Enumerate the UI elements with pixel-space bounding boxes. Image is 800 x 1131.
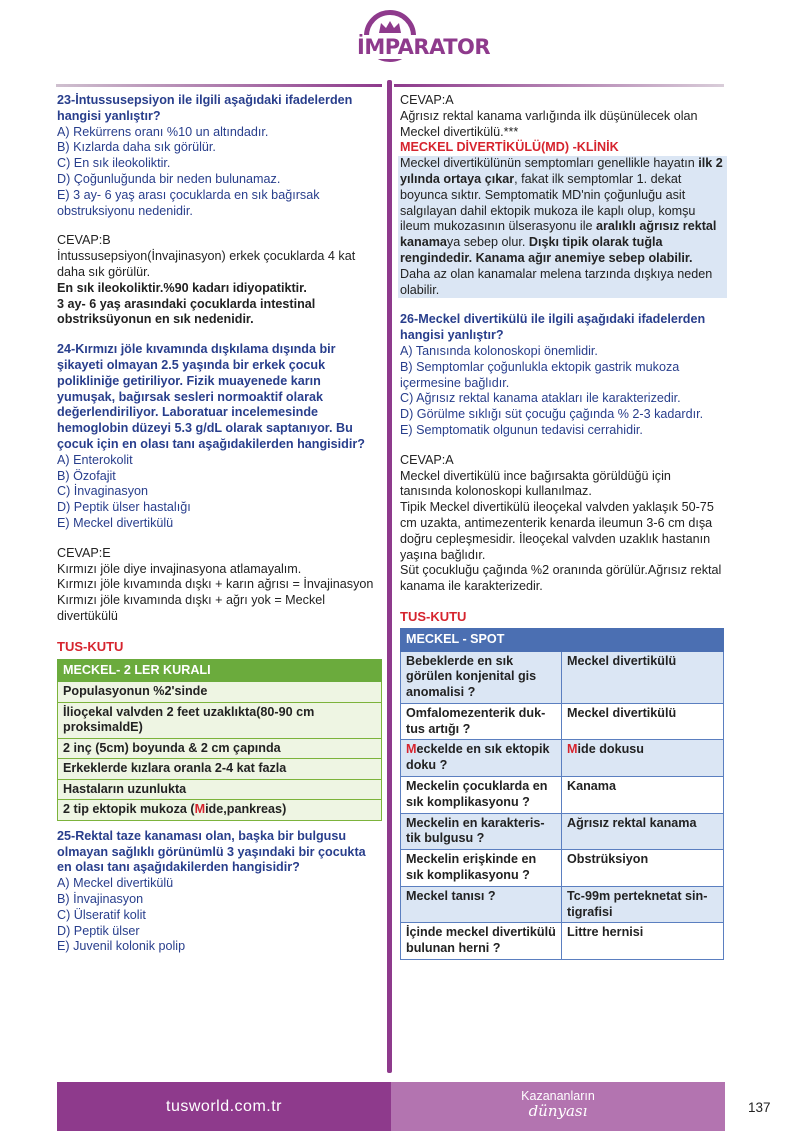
option: C) Ülseratif kolit [57,907,146,922]
table-row: 2 tip ektopik mukoza (Mide,pankreas) [58,800,382,821]
table-row: Meckelin çocuklarda en sık komplikasyonu ? Kanama [401,777,724,814]
option: B) Semptomlar çoğunlukla ektopik gastrik mukoza içermesine bağlıdır. [400,359,680,390]
option: B) Kızlarda daha sık görülür. [57,140,216,155]
question-25: 25-Rektal taze kanaması olan, başka bir bulgusu olmayan sağlıklı görünümlü 3 yaşındaki bir çocukta en olası tanı aşağıdakilerden hangisidir? [57,828,366,875]
option: D) Görülme sıklığı süt çocuğu çağında % 2-3 kadardır. [400,407,704,422]
clinic-box: Meckel divertikülünün semptomları genellikle hayatın ilk 2 yılında ortaya çıkar, fakat ilk semptomlar 1. dekat boyunca sıktır. Semptomatik MD'nin çoğunluğu asit salgılayan dahil ektopik mukoza ile kaplı olup, komşu ileum mukozasının ülserasyonu ile aralıklı ağrısız rektal kanamaya sebep olur. Dışkı tipik olarak tuğla rengindedir. Kanama ağır anemiye sebep olabilir. Daha az olan kanamalar melena tarzında dışkıya neden olabilir. [398,156,727,298]
header-rule-left [56,84,382,87]
explanation-bold: 3 ay- 6 yaş arasındaki çocuklarda intestinal obstriksüyonun en sık nedenidir. [57,296,316,327]
option: E) Meckel divertikülü [57,515,174,530]
logo-text: İMPARATOR [357,35,491,59]
meckel-spot-table [400,628,724,960]
table-row: Meckel tanısı ? Tc-99m perteknetat sin-tigrafisi [401,886,724,923]
option: E) 3 ay- 6 yaş arası çocuklarda en sık bağırsak obstruksiyonu nedenidir. [57,187,320,218]
table-row: Erkeklerde kızlara oranla 2-4 kat fazla [58,759,382,780]
explanation-bold: En sık ileokoliktir.%90 kadarı idiyopatiktir. [57,280,307,295]
column-divider [387,80,392,1073]
option: D) Peptik ülser hastalığı [57,500,191,515]
option: B) Özofajit [57,468,116,483]
question-26: 26-Meckel divertikülü ile ilgili aşağıdaki ifadelerden hangisi yanlıştır? [400,312,706,343]
explanation: Tipik Meckel divertikülü ileoçekal valvden yaklaşık 50-75 cm uzakta, antimezenterik kenarda ileumun 3-6 cm dışa doğru cepleşmesidir. İleoçekal valvden uzaklık hastanın yaşına bağlıdır. [400,500,714,562]
crown-icon [377,20,403,34]
option: E) Juvenil kolonik polip [57,939,186,954]
explanation: Kırmızı jöle kıvamında dışkı + ağrı yok = Meckel divertükülü [57,593,326,623]
option: C) İnvaginasyon [57,484,149,499]
table-row: Meckelin erişkinde en sık komplikasyonu ? Obstrüksiyon [401,850,724,887]
slogan-line-1: Kazananların [521,1089,595,1103]
option: B) İnvajinasyon [57,891,144,906]
explanation: İntussusepsiyon(İnvajinasyon) erkek çocuklarda 4 kat daha sık görülür. [57,249,356,279]
meckel-rule-table [57,659,382,821]
table-row: 2 inç (5cm) boyunda & 2 cm çapında [58,738,382,759]
left-column [57,93,377,955]
right-column [400,93,725,960]
header-rule-right [394,84,724,87]
option: D) Çoğunluğunda bir neden bulunamaz. [57,171,281,186]
option: E) Semptomatik olgunun tedavisi cerrahidir. [400,422,643,437]
table-row: İlioçekal valvden 2 feet uzaklıkta(80-90 cm proksimaldE) [58,702,382,738]
slogan-line-2: dünyası [528,1102,588,1120]
imparator-logo [355,10,491,82]
table-row: Meckelde en sık ektopik doku ? Mide dokusu [401,740,724,777]
table-row: Omfalomezenterik duk-tus artığı ? Meckel divertikülü [401,703,724,740]
table-header: MECKEL - SPOT [401,628,724,651]
explanation: Süt çocukluğu çağında %2 oranında görülür.Ağrısız rektal kanama ile karakterizedir. [400,563,722,594]
option: A) Tanısında kolonoskopi önemlidir. [400,343,598,358]
option: C) En sık ileokoliktir. [57,156,171,171]
answer-23: CEVAP:B [57,233,111,248]
page-number: 137 [748,1100,771,1115]
explanation: Meckel divertikülü ince bağırsakta görüldüğü için tanısında kolonoskopi kullanılmaz. [400,468,671,499]
answer-25: CEVAP:A [400,93,454,107]
option: A) Enterokolit [57,452,133,467]
answer-26: CEVAP:A [400,452,454,467]
question-24: 24-Kırmızı jöle kıvamında dışkılama dışında bir şikayeti olmayan 2.5 yaşında bir erkek çocuk polikliniğe getiriliyor. Fizik muayenede karın yumuşak, bağırsak sesleri normoaktif olarak değerlendiriliyor. Laboratuar incelemesinde hemoglobin düzeyi 5.3 g/dL olarak saptanıyor. Bu çocuk için en olası tanı aşağıdakilerden hangisidir? [57,342,365,451]
tus-kutu-title: TUS-KUTU [57,638,124,654]
option: A) Rekürrens oranı %10 un altındadır. [57,124,269,139]
table-header: MECKEL- 2 LER KURALI [58,659,382,682]
question-23: 23-İntussusepsiyon ile ilgili aşağıdaki ifadelerden hangisi yanlıştır? [57,93,353,123]
footer-banner [57,1082,725,1131]
option: D) Peptik ülser [57,923,140,938]
table-row: Bebeklerde en sık görülen konjenital gis anomalisi ? Meckel divertikülü [401,651,724,703]
tus-kutu-title: TUS-KUTU [400,608,467,624]
explanation: Kırmızı jöle kıvamında dışkı + karın ağrısı = İnvajinasyon [57,577,374,592]
clinic-title: MECKEL DİVERTİKÜLÜ(MD) -KLİNİK [400,140,619,155]
table-row: Hastaların uzunlukta [58,779,382,800]
footer-site: tusworld.com.tr [57,1082,391,1131]
table-row: Meckelin en karakteris-tik bulgusu ? Ağrısız rektal kanama [401,813,724,850]
table-row: Populasyonun %2'sinde [58,682,382,703]
table-row: İçinde meckel divertikülü bulunan herni ? Littre hernisi [401,923,724,960]
footer-slogan [391,1082,725,1131]
option: A) Meckel divertikülü [57,876,174,891]
explanation: Kırmızı jöle diye invajinasyona atlamayalım. [57,561,302,576]
explanation: Ağrısız rektal kanama varlığında ilk düşünülecek olan Meckel divertikülü.*** [400,108,698,139]
answer-24: CEVAP:E [57,545,111,560]
option: C) Ağrısız rektal kanama atakları ile karakterizedir. [400,391,681,406]
